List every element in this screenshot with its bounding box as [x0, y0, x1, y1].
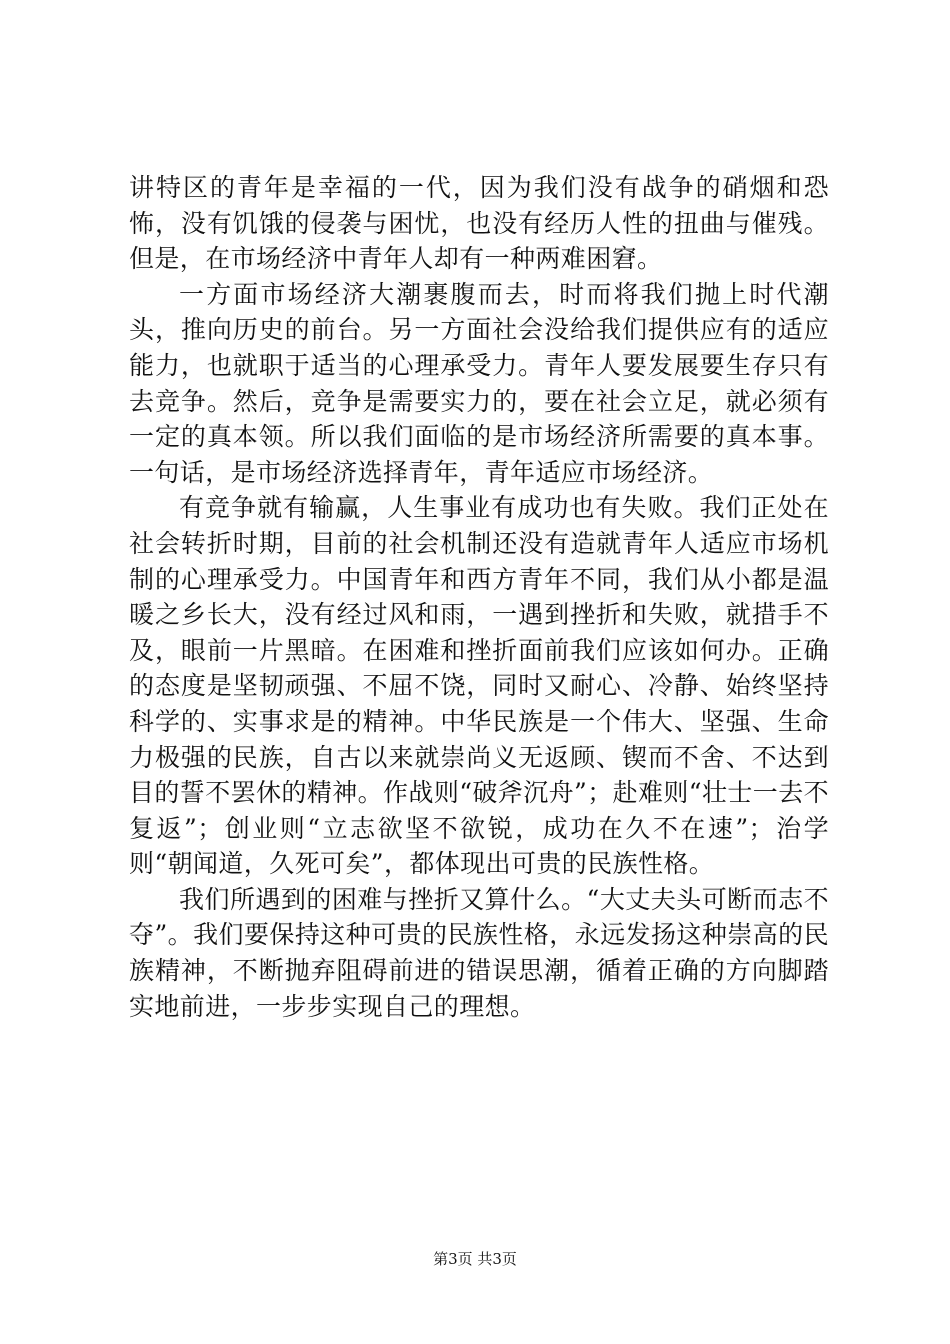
paragraph-2: 一方面市场经济大潮裹腹而去，时而将我们抛上时代潮头，推向历史的前台。另一方面社会没给我们提供应有的适应能力，也就职于适当的心理承受力。青年人要发展要生存只有去竞争。然后，竞争是需要实力的，要在社会立足，就必须有一定的真本领。所以我们面临的是市场经济所需要的真本事。一句话，是市场经济选择青年，青年适应市场经济。: [129, 279, 829, 487]
paragraph-3: 有竞争就有输赢，人生事业有成功也有失败。我们正处在社会转折时期，目前的社会机制还没有造就青年人适应市场机制的心理承受力。中国青年和西方青年不同，我们从小都是温暖之乡长大，没有经过风和雨，一遇到挫折和失败，就措手不及，眼前一片黑暗。在困难和挫折面前我们应该如何办。正确的态度是坚韧顽强、不屈不饶，同时又耐心、冷静、始终坚持科学的、实事求是的精神。中华民族是一个伟大、坚强、生命力极强的民族，自古以来就崇尚义无返顾、锲而不舍、不达到目的誓不罢休的精神。作战则“破斧沉舟”；赴难则“壮士一去不复返”；创业则“立志欲坚不欲锐，成功在久不在速”；治学则“朝闻道，久死可矣”，都体现出可贵的民族性格。: [129, 493, 829, 879]
page-number-footer: 第3页 共3页: [433, 1250, 517, 1268]
paragraph-1: 讲特区的青年是幸福的一代，因为我们没有战争的硝烟和恐怖，没有饥饿的侵袭与困忧，也没有经历人性的扭曲与催残。但是，在市场经济中青年人却有一种两难困窘。: [129, 173, 829, 274]
paragraph-4: 我们所遇到的困难与挫折又算什么。“大丈夫头可断而志不夺”。我们要保持这种可贵的民族性格，永远发扬这种崇高的民族精神，不断抛弃阻碍前进的错误思潮，循着正确的方向脚踏实地前进，一步步实现自己的理想。: [129, 884, 829, 1021]
document-body: [129, 170, 829, 1024]
